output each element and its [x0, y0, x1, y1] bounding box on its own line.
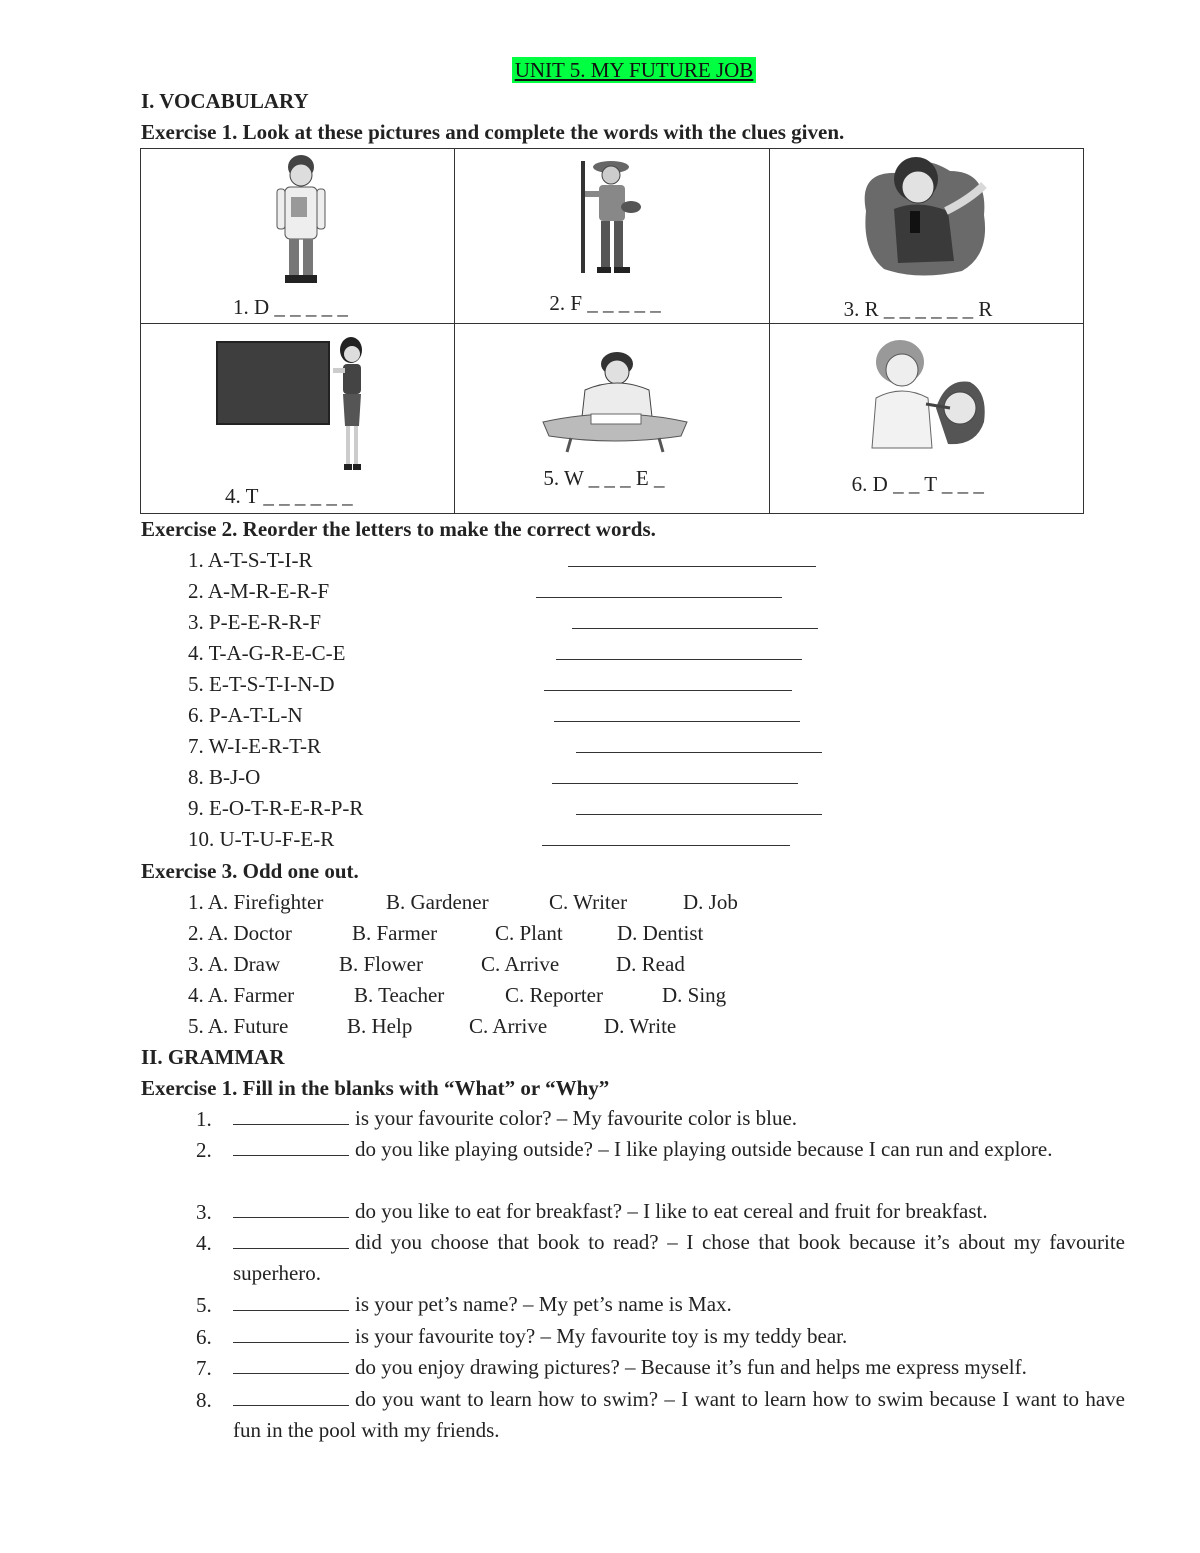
answer-line-6[interactable] [554, 702, 800, 728]
question-number-3: 3. [196, 1200, 212, 1224]
picture-cell-6 [769, 324, 1083, 514]
reorder-item-3: 3. P-E-E-R-R-F [188, 610, 321, 634]
teacher-illustration [215, 334, 371, 476]
caption-3: 3. R _ _ _ _ _ _ R [843, 297, 993, 321]
reorder-item-2: 2. A-M-R-E-R-F [188, 579, 330, 603]
question-number-6: 6. [196, 1325, 212, 1349]
picture-cell-4 [141, 324, 455, 514]
fill-blank-8[interactable] [233, 1387, 349, 1406]
reorder-item-8: 8. B-J-O [188, 765, 261, 789]
odd-option[interactable]: B. Teacher [354, 983, 445, 1007]
answer-line-7[interactable] [576, 733, 822, 759]
caption-2: 2. F _ _ _ _ _ [549, 291, 661, 315]
picture-cell-2 [455, 149, 769, 324]
answer-line-10[interactable] [542, 826, 790, 852]
odd-option[interactable]: D. Write [604, 1014, 677, 1038]
exercise3-heading: Exercise 3. Odd one out. [141, 859, 359, 883]
odd-option[interactable]: C. Writer [549, 890, 628, 914]
fill-blank-2[interactable] [233, 1137, 349, 1156]
question-number-2: 2. [196, 1138, 212, 1162]
odd-option[interactable]: B. Farmer [352, 921, 438, 945]
title-wrap [0, 57, 1200, 83]
caption-1: 1. D _ _ _ _ _ [233, 295, 348, 319]
odd-option[interactable]: B. Flower [339, 952, 423, 976]
question-3: do you like to eat for breakfast? – I like to eat cereal and fruit for breakfast. [233, 1196, 1125, 1227]
odd-row-1 [188, 889, 738, 915]
answer-line-5[interactable] [544, 671, 792, 697]
odd-option[interactable]: 5. A. Future [188, 1014, 289, 1038]
odd-option[interactable]: B. Gardener [386, 890, 489, 914]
odd-row-4 [188, 982, 726, 1008]
doctor-illustration [271, 153, 331, 287]
answer-line-3[interactable] [572, 609, 818, 635]
caption-5: 5. W _ _ _ E _ [543, 466, 665, 490]
picture-cell-5 [455, 324, 769, 514]
caption-6: 6. D _ _ T _ _ _ [851, 472, 984, 496]
reorder-item-10: 10. U-T-U-F-E-R [188, 827, 335, 851]
odd-option[interactable]: D. Dentist [617, 921, 704, 945]
exercise1-heading: Exercise 1. Look at these pictures and complete the words with the clues given. [141, 120, 845, 144]
odd-option[interactable]: 4. A. Farmer [188, 983, 295, 1007]
fill-blank-1[interactable] [233, 1106, 349, 1125]
question-number-1: 1. [196, 1107, 212, 1131]
reorder-item-1: 1. A-T-S-T-I-R [188, 548, 313, 572]
section-vocabulary-heading: I. VOCABULARY [141, 89, 309, 113]
odd-option[interactable]: 1. A. Firefighter [188, 890, 324, 914]
odd-option[interactable]: D. Read [616, 952, 685, 976]
answer-line-2[interactable] [536, 578, 782, 604]
odd-option[interactable]: D. Sing [662, 983, 727, 1007]
fill-blank-7[interactable] [233, 1355, 349, 1374]
reorder-item-5: 5. E-T-S-T-I-N-D [188, 672, 335, 696]
answer-line-9[interactable] [576, 795, 822, 821]
reorder-item-6: 6. P-A-T-L-N [188, 703, 303, 727]
picture-cell-3 [769, 149, 1083, 324]
odd-row-5 [188, 1013, 676, 1039]
exercise2-heading: Exercise 2. Reorder the letters to make the correct words. [141, 517, 656, 541]
odd-option[interactable]: D. Job [683, 890, 738, 914]
odd-option[interactable]: 2. A. Doctor [188, 921, 292, 945]
question-4: did you choose that book to read? – I chose that book because it’s about my favourite superhero. [233, 1230, 1125, 1285]
odd-option[interactable]: C. Plant [495, 921, 563, 945]
odd-option[interactable]: 3. A. Draw [188, 952, 281, 976]
question-7: do you enjoy drawing pictures? – Because it’s fun and helps me express myself. [233, 1352, 1125, 1383]
question-number-8: 8. [196, 1388, 212, 1412]
answer-line-1[interactable] [568, 547, 816, 573]
page-title: UNIT 5. MY FUTURE JOB [512, 57, 757, 83]
question-6: is your favourite toy? – My favourite toy is my teddy bear. [233, 1321, 1125, 1352]
reorder-item-9: 9. E-O-T-R-E-R-P-R [188, 796, 364, 820]
question-2: do you like playing outside? – I like playing outside because I can run and explore. [233, 1134, 1125, 1165]
question-number-5: 5. [196, 1293, 212, 1317]
question-number-4: 4. [196, 1231, 212, 1255]
reorder-item-7: 7. W-I-E-R-T-R [188, 734, 321, 758]
question-number-7: 7. [196, 1356, 212, 1380]
caption-4: 4. T _ _ _ _ _ _ [225, 484, 353, 508]
writer-illustration [541, 346, 689, 454]
grammar-exercise1-heading: Exercise 1. Fill in the blanks with “What” or “Why” [141, 1076, 610, 1100]
fill-blank-5[interactable] [233, 1292, 349, 1311]
reporter-illustration [858, 151, 992, 279]
odd-row-3 [188, 951, 685, 977]
picture-grid [140, 148, 1084, 514]
fill-blank-4[interactable] [233, 1230, 349, 1249]
answer-line-4[interactable] [556, 640, 802, 666]
odd-option[interactable]: C. Arrive [469, 1014, 548, 1038]
reorder-item-4: 4. T-A-G-R-E-C-E [188, 641, 346, 665]
farmer-illustration [573, 157, 649, 279]
answer-line-8[interactable] [552, 764, 798, 790]
fill-blank-6[interactable] [233, 1324, 349, 1343]
odd-option[interactable]: B. Help [347, 1014, 413, 1038]
question-8: do you want to learn how to swim? – I want to learn how to swim because I want to have fun in the pool with my friends. [233, 1387, 1125, 1442]
section-grammar-heading: II. GRAMMAR [141, 1045, 285, 1069]
odd-row-2 [188, 920, 703, 946]
question-1: is your favourite color? – My favourite color is blue. [233, 1103, 1125, 1134]
odd-option[interactable]: C. Reporter [505, 983, 603, 1007]
fill-blank-3[interactable] [233, 1199, 349, 1218]
odd-option[interactable]: C. Arrive [481, 952, 560, 976]
picture-cell-1 [141, 149, 455, 324]
question-5: is your pet’s name? – My pet’s name is Max. [233, 1289, 1125, 1320]
dentist-illustration [866, 338, 990, 450]
